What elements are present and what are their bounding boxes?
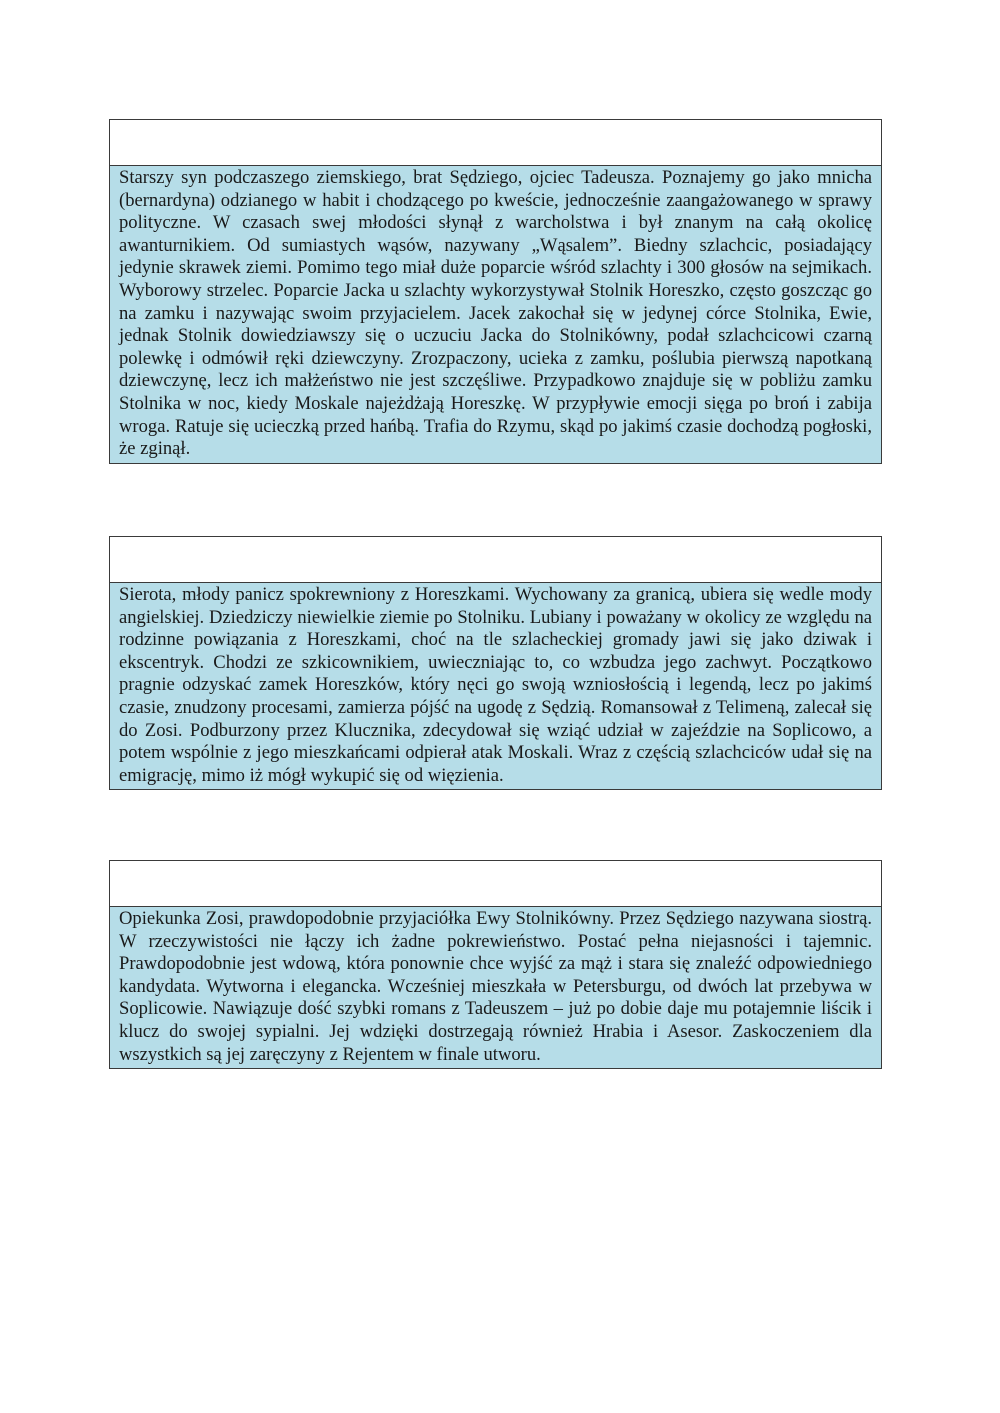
character-name-field[interactable] [110,861,881,907]
character-description: Sierota, młody panicz spokrewniony z Horeszkami. Wychowany za granicą, ubiera się wedle mody angielskiej. Dziedziczy niewielkie ziemie po Stolniku. Lubiany i poważany w okolicy ze względu na rodzinne powiązania z Horeszkami, choć na tle szlacheckiej gromady jawi się jako dziwak i ekscentryk. Chodzi ze szkicownikiem, uwieczniając to, co wzbudza jego zachwyt. Początkowo pragnie odzyskać zamek Horeszków, który nęci go swoją wzniosłością i legendą, lecz po jakimś czasie, znudzony procesami, zamierza pójść na ugodę z Sędzią. Romansował z Telimeną, zalecał się do Zosi. Podburzony przez Klucznika, zdecydował się wziąć udział w zajeździe na Soplicowo, a potem wspólnie z jego mieszkańcami odpierał atak Moskali. Wraz z częścią szlachciców udał się na emigrację, mimo iż mógł wykupić się od więzienia. [110,583,881,789]
character-card [109,119,882,464]
character-card [109,536,882,790]
character-description: Starszy syn podczaszego ziemskiego, brat Sędziego, ojciec Tadeusza. Poznajemy go jako mnicha (bernardyna) odzianego w habit i chodzącego po kweście, jednocześnie zaangażowanego w sprawy polityczne. W czasach swej młodości słynął z warcholstwa i był znanym na całą okolicę awanturnikiem. Od sumiastych wąsów, nazywany „Wąsalem”. Biedny szlachcic, posiadający jedynie skrawek ziemi. Pomimo tego miał duże poparcie wśród szlachty i 300 głosów na sejmikach. Wyborowy strzelec. Poparcie Jacka u szlachty wykorzystywał Stolnik Horeszko, często goszcząc go na zamku i nazywając swoim przyjacielem. Jacek zakochał się w jedynej córce Stolnika, Ewie, jednak Stolnik dowiedziawszy się o uczuciu Jacka do Stolnikówny, podał szlachcicowi czarną polewkę i odmówił ręki dziewczyny. Zrozpaczony, ucieka z zamku, poślubia pierwszą napotkaną dziewczynę, lecz ich małżeństwo nie jest szczęśliwe. Przypadkowo znajduje się w pobliżu zamku Stolnika w noc, kiedy Moskale najeżdżają Horeszkę. W przypływie emocji sięga po broń i zabija wroga. Ratuje się ucieczką przed hańbą. Trafia do Rzymu, skąd po jakimś czasie dochodzą pogłoski, że zginął. [110,166,881,463]
character-name-field[interactable] [110,537,881,583]
character-name-field[interactable] [110,120,881,166]
character-card [109,860,882,1069]
character-description: Opiekunka Zosi, prawdopodobnie przyjaciółka Ewy Stolnikówny. Przez Sędziego nazywana siostrą. W rzeczywistości nie łączy ich żadne pokrewieństwo. Postać pełna niejasności i tajemnic. Prawdopodobnie jest wdową, która ponownie chce wyjść za mąż i stara się znaleźć odpowiedniego kandydata. Wytworna i elegancka. Wcześniej mieszkała w Petersburgu, od dwóch lat przebywa w Soplicowie. Nawiązuje dość szybki romans z Tadeuszem – już po dobie daje mu potajemnie liścik i klucz do swojej sypialni. Jej wdzięki dostrzegają również Hrabia i Asesor. Zaskoczeniem dla wszystkich są jej zaręczyny z Rejentem w finale utworu. [110,907,881,1068]
